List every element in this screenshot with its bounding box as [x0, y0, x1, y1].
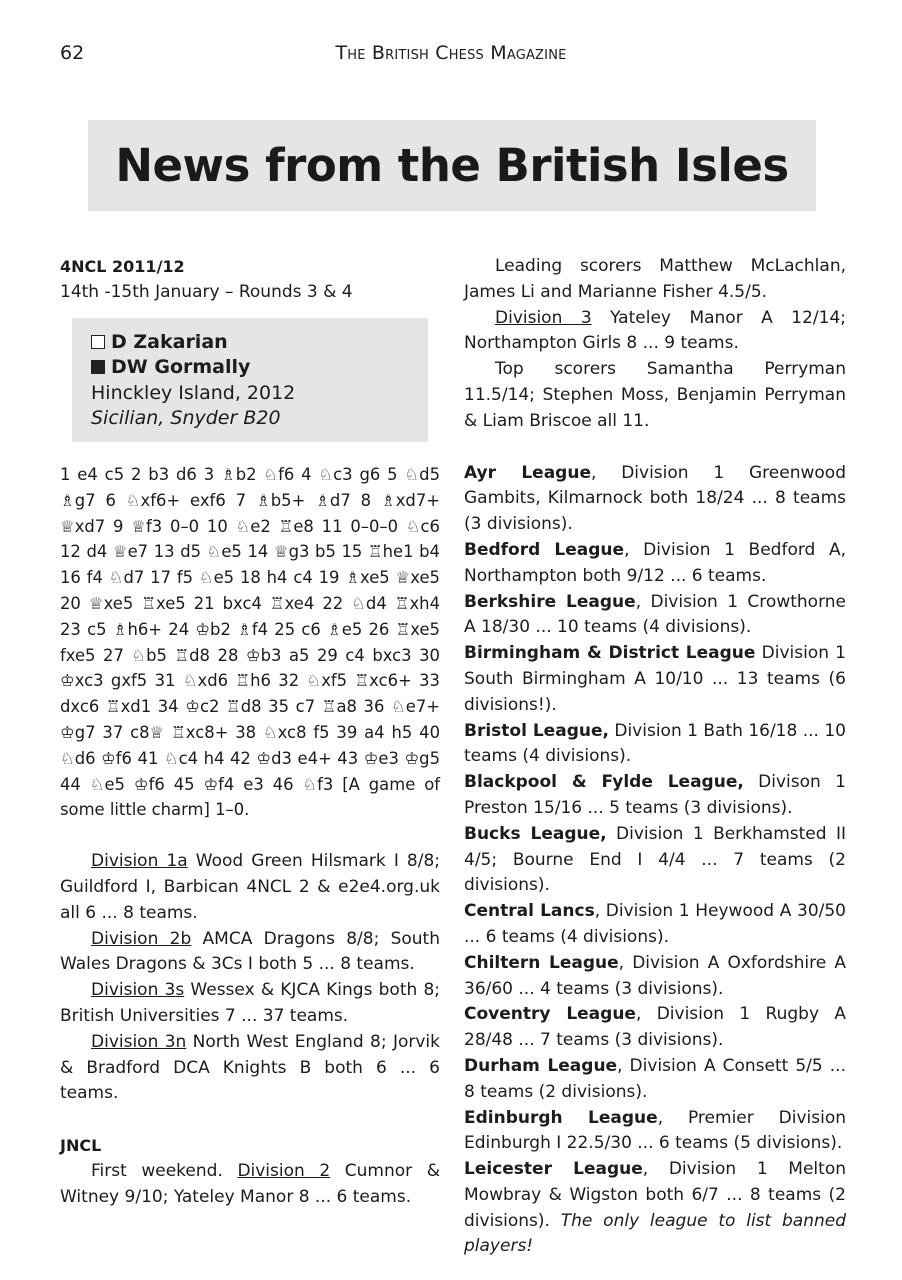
- league-entry: [464, 641, 846, 718]
- black-player: [91, 355, 428, 381]
- league-entry: [464, 461, 846, 538]
- jncl-paragraph: [60, 1159, 440, 1211]
- league-entry: [464, 822, 846, 899]
- league-entry: [464, 1106, 846, 1158]
- division-3: [464, 306, 846, 358]
- division-label: Division 2b: [91, 928, 192, 949]
- league-name: Blackpool & Fylde League,: [464, 772, 744, 793]
- division-text: AMCA Dragons 8/8; South Wales Dragons & 3Cs I both 5 ... 8 teams.: [60, 928, 440, 975]
- page-title: News from the British Isles: [115, 139, 789, 192]
- league-text: , Division 1 Bedford A, Northampton both 9/12 ... 6 teams.: [464, 539, 846, 586]
- division-text: North West England 8; Jorvik & Bradford DCA Knights B both 6 ... 6 teams.: [60, 1031, 440, 1104]
- running-head: [0, 42, 902, 64]
- game-moves: 1 e4 c5 2 b3 d6 3 ♗b2 ♘f6 4 ♘c3 g6 5 ♘d5 ♗g7 6 ♘xf6+ exf6 7 ♗b5+ ♗d7 8 ♗xd7+ ♕xd7 9 ♕f3 0–0 10 ♘e2 ♖e8 11 0–0–0 ♘c6 12 d4 ♕e7 13 d5 ♘e5 14 ♕g3 b5 15 ♖he1 b4 16 f4 ♘d7 17 f5 ♘e5 18 h4 c4 19 ♗xe5 ♕xe5 20 ♕xe5 ♖xe5 21 bxc4 ♖xe4 22 ♘d4 ♖xh4 23 c5 ♗h6+ 24 ♔b2 ♗f4 25 c6 ♗e5 26 ♖xe5 fxe5 27 ♘b5 ♖d8 28 ♔b3 a5 29 c4 bxc3 30 ♔xc3 gxf5 31 ♘xd6 ♖h6 32 ♘xf5 ♖xc6+ 33 dxc6 ♖xd1 34 ♔c2 ♖d8 35 c7 ♖a8 36 ♘e7+ ♔g7 37 c8♕ ♖xc8+ 38 ♘xc8 f5 39 a4 h5 40 ♘d6 ♔f6 41 ♘c4 h4 42 ♔d3 e4+ 43 ♔e3 ♔g5 44 ♘e5 ♔f6 45 ♔f4 e3 46 ♘f3 [A game of some little charm] 1–0.: [60, 464, 440, 820]
- division-label: Division 1a: [91, 851, 188, 872]
- league-text: Divison 1 Preston 15/16 ... 5 teams (3 divisions).: [464, 772, 846, 818]
- league-name: Durham League: [464, 1055, 618, 1076]
- league-name: Birmingham & District League: [464, 643, 756, 664]
- division-text: Yateley Manor A 12/14; Northampton Girls 8 ... 9 teams.: [464, 307, 846, 354]
- league-text: Division 1 South Birmingham A 10/10 ... 13 teams (6 divisions!).: [464, 643, 846, 715]
- league-name: Central Lancs: [464, 901, 595, 922]
- game-venue: Hinckley Island, 2012: [91, 381, 296, 404]
- page-number: 62: [60, 42, 85, 64]
- black-player-name: DW Gormally: [111, 356, 251, 379]
- jncl-text: Cumnor & Witney 9/10; Yateley Manor 8 ... 6 teams.: [60, 1160, 440, 1207]
- division-text: Wood Green Hilsmark I 8/8; Guildford I, Barbican 4NCL 2 & e2e4.org.uk all 6 ... 8 teams.: [60, 851, 441, 923]
- league-text: , Division 1 Greenwood Gambits, Kilmarnock both 18/24 ... 8 teams (3 divisions).: [464, 462, 846, 535]
- league-name: Berkshire League: [464, 591, 636, 612]
- league-entry: [464, 899, 846, 951]
- division-2b: [60, 927, 440, 979]
- division-1a: [60, 849, 440, 926]
- division-text: Wessex & KJCA Kings both 8; British Universities 7 ... 37 teams.: [60, 980, 441, 1026]
- division-3s: [60, 978, 440, 1030]
- section-subtitle: 14th -15th January – Rounds 3 & 4: [60, 281, 353, 302]
- league-name: Chiltern League: [464, 952, 619, 973]
- league-text: , Premier Division Edinburgh I 22.5/30 ... 6 teams (5 divisions).: [464, 1107, 846, 1154]
- league-name: Bucks League,: [464, 823, 607, 844]
- white-player: [91, 330, 428, 356]
- league-entry: [464, 951, 846, 1003]
- league-entry: [464, 538, 846, 590]
- white-square-icon: [91, 335, 105, 349]
- league-entry: [464, 1157, 846, 1260]
- game-header-box: [72, 318, 428, 442]
- division-label: Division 2: [237, 1160, 331, 1181]
- league-entry: [464, 770, 846, 822]
- league-entry: [464, 590, 846, 642]
- division-label: Division 3n: [91, 1031, 187, 1052]
- league-name: Bristol League,: [464, 720, 609, 741]
- league-entry: [464, 1054, 846, 1106]
- league-text: , Division 1 Melton Mowbray & Wigston both 6/7 ... 8 teams (2 divisions).: [464, 1159, 846, 1231]
- right-column: [464, 254, 846, 1260]
- league-text: Division 1 Bath 16/18 ... 10 teams (4 divisions).: [464, 720, 846, 767]
- league-text: , Division 1 Heywood A 30/50 ... 6 teams (4 divisions).: [464, 901, 846, 947]
- league-text: Division 1 Berkhamsted II 4/5; Bourne End I 4/4 ... 7 teams (2 divisions).: [464, 823, 847, 896]
- league-entry: [464, 1002, 846, 1054]
- league-text: , Division 1 Rugby A 28/48 ... 7 teams (3 divisions).: [464, 1004, 846, 1051]
- league-name: Leicester League: [464, 1159, 643, 1180]
- division-label: Division 3: [495, 307, 592, 328]
- title-band: [88, 120, 816, 211]
- left-column: [60, 254, 440, 1210]
- league-text: , Division 1 Crowthorne A 18/30 ... 10 teams (4 divisions).: [464, 591, 846, 638]
- white-player-name: D Zakarian: [111, 330, 228, 353]
- league-text: , Division A Oxfordshire A 36/60 ... 4 teams (3 divisions).: [464, 952, 846, 999]
- league-name: Bedford League: [464, 539, 625, 560]
- top-scorers: Top scorers Samantha Perryman 11.5/14; Stephen Moss, Benjamin Perryman & Liam Briscoe all 11.: [464, 359, 846, 431]
- division-3n: [60, 1030, 440, 1107]
- leicester-note: The only league to list banned players!: [464, 1210, 846, 1257]
- league-name: Ayr League: [464, 462, 591, 483]
- section-heading-jncl: JNCL: [60, 1136, 102, 1156]
- running-head-text: The British Chess Magazine: [335, 42, 567, 64]
- black-square-icon: [91, 360, 105, 374]
- game-opening: Sicilian, Snyder B20: [91, 407, 281, 430]
- league-entry: [464, 719, 846, 771]
- league-name: Edinburgh League: [464, 1107, 658, 1128]
- section-heading-4ncl: 4NCL 2011/12: [60, 257, 185, 276]
- leading-scorers: Leading scorers Matthew McLachlan, James Li and Marianne Fisher 4.5/5.: [464, 256, 846, 302]
- division-label: Division 3s: [91, 980, 185, 1001]
- jncl-prefix: First weekend.: [91, 1160, 238, 1181]
- league-name: Coventry League: [464, 1004, 636, 1025]
- league-text: , Division A Consett 5/5 ... 8 teams (2 divisions).: [464, 1055, 846, 1102]
